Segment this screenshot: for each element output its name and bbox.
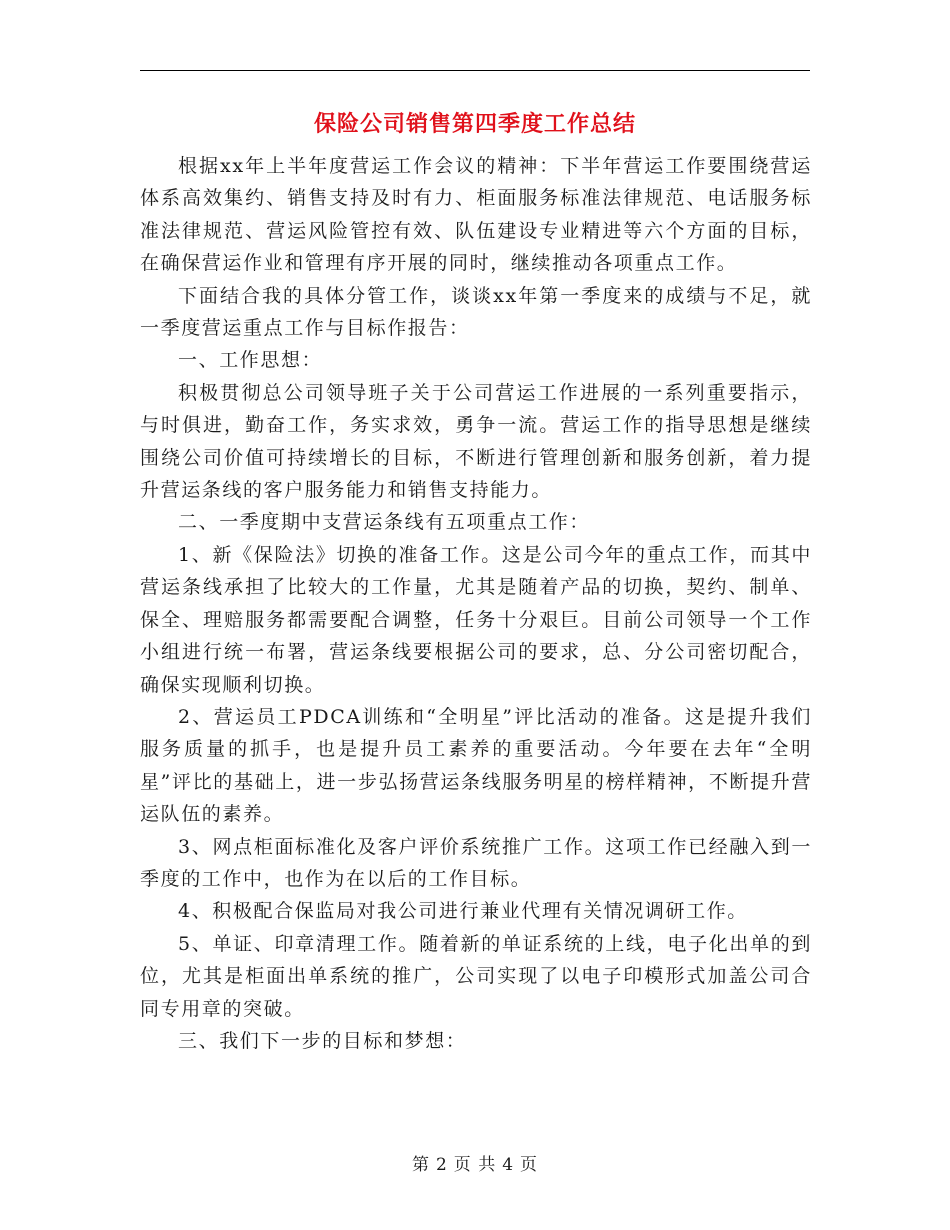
paragraph-intro: 根据xx年上半年度营运工作会议的精神：下半年营运工作要围绕营运体系高效集约、销售支持及时有力、柜面服务标准法律规范、电话服务标准法律规范、营运风险管控有效、队伍建设专业精进等六个方面的目标，在确保营运作业和管理有序开展的同时，继续推动各项重点工作。 — [140, 155, 812, 275]
current-page-number: 2 — [435, 1155, 448, 1175]
total-pages-number: 4 — [502, 1155, 515, 1175]
paragraph-work-thinking: 积极贯彻总公司领导班子关于公司营运工作进展的一系列重要指示，与时俱进，勤奋工作，务实求效，勇争一流。营运工作的指导思想是继续围绕公司价值可持续增长的目标，不断进行管理创新和服务创新，着力提升营运条线的客户服务能力和销售支持能力。 — [140, 381, 812, 502]
paragraph-report-lead: 下面结合我的具体分管工作，谈谈xx年第一季度来的成绩与不足，就一季度营运重点工作与目标作报告： — [140, 284, 812, 340]
list-item-task-5: 5、单证、印章清理工作。随着新的单证系统的上线，电子化出单的到位，尤其是柜面出单系统的推广，公司实现了以电子印模形式加盖公司合同专用章的突破。 — [140, 932, 812, 1020]
list-item-task-3: 3、网点柜面标准化及客户评价系统推广工作。这项工作已经融入到一季度的工作中，也作为在以后的工作目标。 — [140, 835, 812, 890]
page-footer — [0, 1152, 950, 1178]
document-title: 保险公司销售第四季度工作总结 — [313, 112, 636, 137]
section-heading-next-goals: 三、我们下一步的目标和梦想： — [178, 1029, 467, 1052]
list-item-task-1: 1、新《保险法》切换的准备工作。这是公司今年的重点工作，而其中营运条线承担了比较大的工作量，尤其是随着产品的切换，契约、制单、保全、理赔服务都需要配合调整，任务十分艰巨。目前公司领导一个工作小组进行统一布署，营运条线要根据公司的要求，总、分公司密切配合，确保实现顺利切换。 — [140, 543, 812, 696]
footer-prefix: 第 — [411, 1155, 430, 1175]
section-heading-key-tasks: 二、一季度期中支营运条线有五项重点工作： — [178, 511, 591, 534]
footer-middle: 页 共 — [453, 1155, 497, 1175]
footer-suffix: 页 — [520, 1155, 539, 1175]
document-body — [140, 150, 812, 1057]
list-item-task-2: 2、营运员工PDCA训练和“全明星”评比活动的准备。这是提升我们服务质量的抓手，也是提升员工素养的重要活动。今年要在去年“全明星”评比的基础上，进一步弘扬营运条线服务明星的榜样精神，不断提升营运队伍的素养。 — [140, 705, 812, 826]
section-heading-work-thinking: 一、工作思想： — [178, 349, 323, 372]
list-item-task-4: 4、积极配合保监局对我公司进行兼业代理有关情况调研工作。 — [178, 900, 748, 923]
header-rule — [140, 70, 810, 71]
